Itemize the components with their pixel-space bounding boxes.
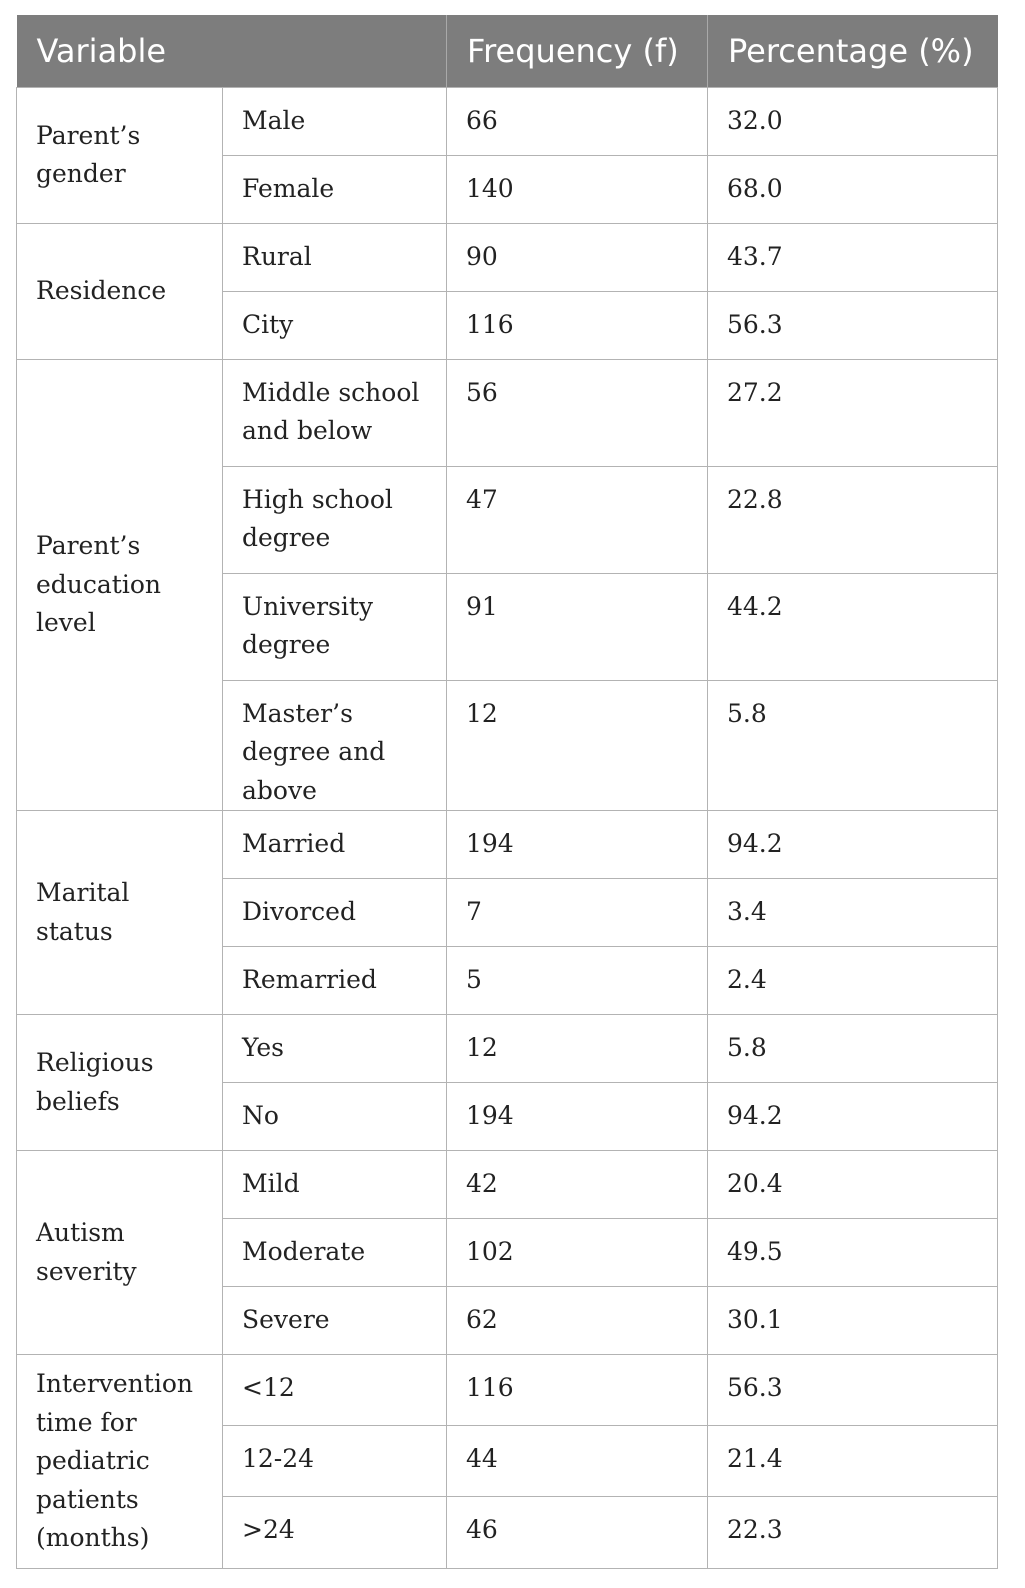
category-cell: Mild bbox=[223, 1151, 447, 1219]
frequency-cell: 5 bbox=[447, 947, 708, 1015]
category-cell: Male bbox=[223, 87, 447, 155]
frequency-cell: 91 bbox=[447, 573, 708, 680]
variable-cell: Residence bbox=[17, 223, 223, 359]
variable-cell: Intervention time for pediatric patients (months) bbox=[17, 1355, 223, 1569]
category-cell: Rural bbox=[223, 223, 447, 291]
header-row bbox=[17, 15, 998, 87]
table-row bbox=[17, 1015, 998, 1083]
category-cell: <12 bbox=[223, 1355, 447, 1426]
percentage-cell: 22.3 bbox=[708, 1497, 998, 1568]
percentage-cell: 68.0 bbox=[708, 155, 998, 223]
percentage-cell: 32.0 bbox=[708, 87, 998, 155]
frequency-cell: 62 bbox=[447, 1287, 708, 1355]
frequency-cell: 116 bbox=[447, 291, 708, 359]
frequency-cell: 90 bbox=[447, 223, 708, 291]
percentage-cell: 94.2 bbox=[708, 1083, 998, 1151]
percentage-cell: 5.8 bbox=[708, 1015, 998, 1083]
category-cell: Female bbox=[223, 155, 447, 223]
category-cell: >24 bbox=[223, 1497, 447, 1568]
frequency-cell: 194 bbox=[447, 1083, 708, 1151]
table-row bbox=[17, 1151, 998, 1219]
percentage-cell: 43.7 bbox=[708, 223, 998, 291]
frequency-cell: 7 bbox=[447, 879, 708, 947]
frequency-cell: 116 bbox=[447, 1355, 708, 1426]
frequency-cell: 46 bbox=[447, 1497, 708, 1568]
category-cell: Remarried bbox=[223, 947, 447, 1015]
category-cell: 12-24 bbox=[223, 1426, 447, 1497]
frequency-cell: 42 bbox=[447, 1151, 708, 1219]
category-cell: Severe bbox=[223, 1287, 447, 1355]
frequency-cell: 66 bbox=[447, 87, 708, 155]
frequency-cell: 56 bbox=[447, 359, 708, 466]
category-cell: No bbox=[223, 1083, 447, 1151]
table-row bbox=[17, 223, 998, 291]
percentage-cell: 22.8 bbox=[708, 466, 998, 573]
table-row bbox=[17, 811, 998, 879]
frequency-cell: 44 bbox=[447, 1426, 708, 1497]
variable-cell: Autism severity bbox=[17, 1151, 223, 1355]
frequency-cell: 194 bbox=[447, 811, 708, 879]
table-row bbox=[17, 359, 998, 466]
percentage-cell: 21.4 bbox=[708, 1426, 998, 1497]
header-variable: Variable bbox=[17, 15, 447, 87]
variable-cell: Parent’s gender bbox=[17, 87, 223, 223]
category-cell: Master’s degree and above bbox=[223, 680, 447, 811]
variable-cell: Parent’s education level bbox=[17, 359, 223, 811]
category-cell: Moderate bbox=[223, 1219, 447, 1287]
frequency-cell: 102 bbox=[447, 1219, 708, 1287]
frequency-cell: 12 bbox=[447, 1015, 708, 1083]
category-cell: City bbox=[223, 291, 447, 359]
header-frequency: Frequency (f) bbox=[447, 15, 708, 87]
demographics-table bbox=[16, 15, 998, 1569]
percentage-cell: 27.2 bbox=[708, 359, 998, 466]
category-cell: Divorced bbox=[223, 879, 447, 947]
variable-cell: Religious beliefs bbox=[17, 1015, 223, 1151]
percentage-cell: 30.1 bbox=[708, 1287, 998, 1355]
variable-cell: Marital status bbox=[17, 811, 223, 1015]
frequency-cell: 140 bbox=[447, 155, 708, 223]
category-cell: Yes bbox=[223, 1015, 447, 1083]
category-cell: Middle school and below bbox=[223, 359, 447, 466]
table-row bbox=[17, 87, 998, 155]
frequency-cell: 47 bbox=[447, 466, 708, 573]
percentage-cell: 56.3 bbox=[708, 1355, 998, 1426]
percentage-cell: 5.8 bbox=[708, 680, 998, 811]
category-cell: High school degree bbox=[223, 466, 447, 573]
percentage-cell: 56.3 bbox=[708, 291, 998, 359]
percentage-cell: 94.2 bbox=[708, 811, 998, 879]
category-cell: Married bbox=[223, 811, 447, 879]
percentage-cell: 3.4 bbox=[708, 879, 998, 947]
category-cell: University degree bbox=[223, 573, 447, 680]
percentage-cell: 20.4 bbox=[708, 1151, 998, 1219]
table-row bbox=[17, 1355, 998, 1426]
percentage-cell: 2.4 bbox=[708, 947, 998, 1015]
percentage-cell: 49.5 bbox=[708, 1219, 998, 1287]
header-percentage: Percentage (%) bbox=[708, 15, 998, 87]
percentage-cell: 44.2 bbox=[708, 573, 998, 680]
frequency-cell: 12 bbox=[447, 680, 708, 811]
